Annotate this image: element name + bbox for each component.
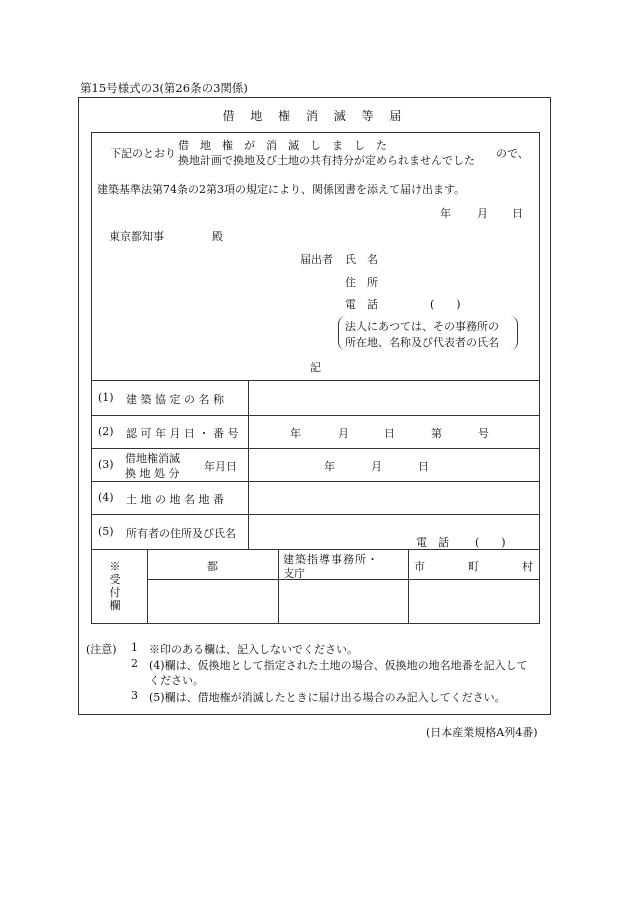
reception-col-office-line2: 支庁 xyxy=(283,567,305,580)
form-number: 第15号様式の3(第26条の3関係) xyxy=(80,81,248,95)
applicant-address-label: 住 所 xyxy=(345,276,378,289)
extinction-year: 年 xyxy=(324,460,335,473)
reception-label: ※受付欄 xyxy=(109,560,121,612)
row-num: (5) xyxy=(98,525,114,538)
approval-no: 第 xyxy=(431,427,442,440)
applicant-phone-label: 電 話 xyxy=(345,298,378,311)
approval-year: 年 xyxy=(290,427,301,440)
date-day: 日 xyxy=(512,207,523,220)
reception-col-metro: 都 xyxy=(207,560,218,573)
jis-footer: (日本産業規格A列4番) xyxy=(426,726,538,739)
owner-phone-label: 電 話 xyxy=(416,536,449,549)
intro-option-1: 借 地 権 が 消 滅 し ま し た xyxy=(178,139,387,152)
applicant-label: 届出者 xyxy=(300,253,333,266)
approval-month: 月 xyxy=(338,427,349,440)
row-num: (4) xyxy=(98,491,114,504)
row-num: (1) xyxy=(98,391,114,404)
note-num: 3 xyxy=(131,689,138,702)
approval-day: 日 xyxy=(384,427,395,440)
row-label-owner: 所有者の住所及び氏名 xyxy=(126,527,236,540)
addressee-honorific: 殿 xyxy=(212,230,223,243)
row-label-extinction-line2: 換 地 処 分 xyxy=(125,467,180,480)
table-line xyxy=(91,481,540,482)
row-num: (2) xyxy=(98,425,114,438)
row-label-extinction-line1: 借地権消滅 xyxy=(125,452,180,465)
intro-suffix: ので、 xyxy=(496,147,529,160)
statement: 建築基準法第74条の2第3項の規定により、関係図書を添えて届け出ます。 xyxy=(97,183,466,196)
table-line xyxy=(91,514,540,515)
owner-phone-parens: ( ) xyxy=(475,536,506,549)
row-label-extinction-side: 年月日 xyxy=(204,460,237,473)
reception-col-village: 村 xyxy=(522,560,533,573)
table-line xyxy=(147,579,540,580)
table-line xyxy=(248,380,249,549)
row-label-approval-date: 認 可 年 月 日 ・ 番 号 xyxy=(126,427,239,440)
form-title: 借 地 権 消 滅 等 届 xyxy=(222,109,408,123)
note-text: (4)欄は、仮換地として指定された土地の場合、仮換地の地名地番を記入して xyxy=(149,659,528,672)
table-line xyxy=(278,549,279,624)
date-month: 月 xyxy=(477,207,488,220)
intro-prefix: 下記のとおり xyxy=(110,147,176,160)
reception-col-city: 市 xyxy=(414,560,425,573)
note-text: ※印のある欄は、記入しないでください。 xyxy=(149,643,358,656)
table-line xyxy=(91,549,540,550)
row-num: (3) xyxy=(98,458,114,471)
reception-col-office-line1: 建築指導事務所・ xyxy=(283,553,379,566)
extinction-day: 日 xyxy=(418,460,429,473)
intro-option-2: 換地計画で換地及び土地の共有持分が定められませんでした xyxy=(178,154,475,167)
applicant-phone-parens: ( ) xyxy=(430,298,461,311)
addressee-name: 東京都知事 xyxy=(109,230,164,243)
notes-label: (注意) xyxy=(86,643,117,656)
note-text: (5)欄は、借地権が消滅したときに届け出る場合のみ記入してください。 xyxy=(149,691,506,704)
ki-label: 記 xyxy=(310,361,321,374)
applicant-name-label: 氏 名 xyxy=(345,253,378,266)
corp-note-line1: 法人にあつては、その事務所の xyxy=(345,320,499,333)
table-line xyxy=(91,380,540,381)
table-line xyxy=(408,549,409,624)
note-num: 1 xyxy=(131,641,138,654)
table-line xyxy=(91,415,540,416)
approval-go: 号 xyxy=(478,427,489,440)
row-label-land-lot: 土 地 の 地 名 地 番 xyxy=(126,493,224,506)
date-year: 年 xyxy=(440,207,451,220)
corp-note-line2: 所在地、名称及び代表者の氏名 xyxy=(345,336,499,349)
note-num: 2 xyxy=(131,657,138,670)
extinction-month: 月 xyxy=(371,460,382,473)
table-line xyxy=(91,448,540,449)
note-text-continued: ください。 xyxy=(149,674,204,687)
reception-col-town: 町 xyxy=(468,560,479,573)
row-label-agreement-name: 建 築 協 定 の 名 称 xyxy=(126,393,224,406)
